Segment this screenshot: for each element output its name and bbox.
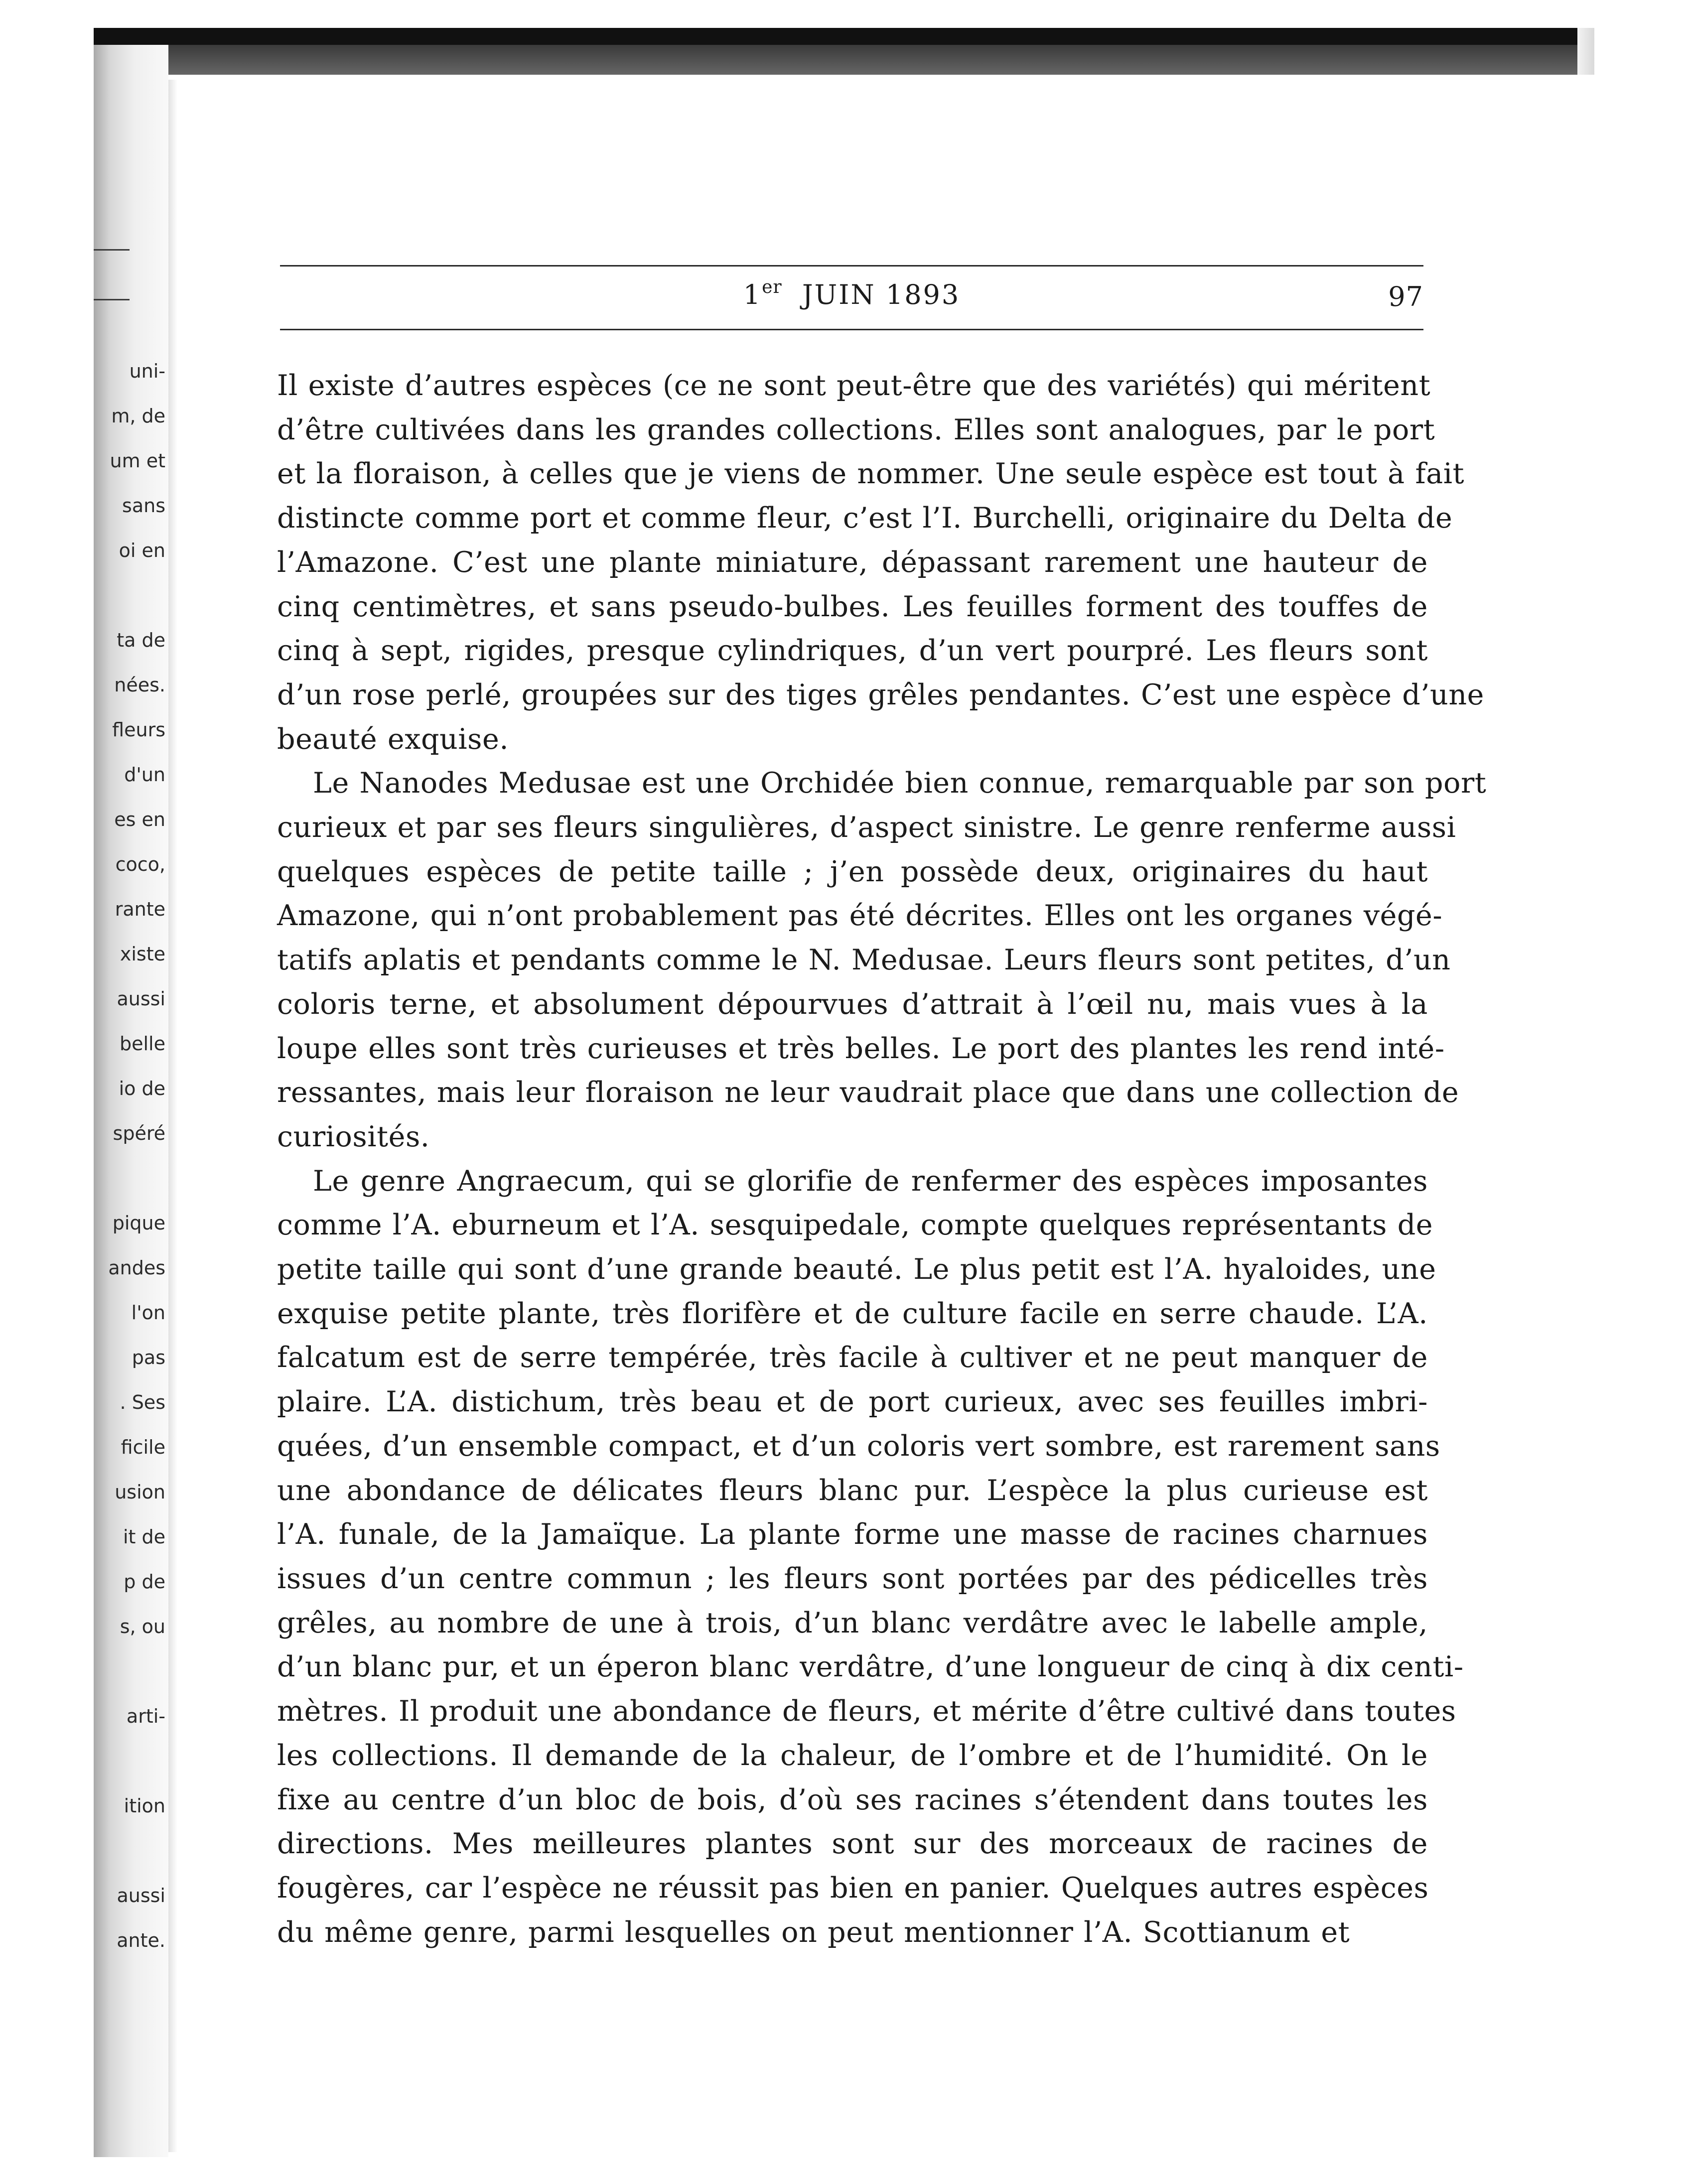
issue-month-year: JUIN 1893 bbox=[802, 279, 961, 310]
text-line: exquise petite plante, très florifère et de culture facile en serre chaude. L’A. bbox=[277, 1297, 1428, 1330]
text-line: cinq centimètres, et sans pseudo-bulbes. Les feuilles forment des touffes de bbox=[277, 590, 1428, 623]
issue-date bbox=[280, 277, 1423, 310]
margin-fragment: uni- bbox=[129, 360, 165, 382]
facing-page-text-fragments bbox=[96, 349, 165, 1951]
issue-day: 1 bbox=[743, 279, 762, 310]
margin-fragment: nées. bbox=[114, 674, 165, 696]
paragraph bbox=[277, 761, 1487, 1159]
text-line: beauté exquise. bbox=[277, 722, 509, 756]
text-line: Amazone, qui n’ont probablement pas été décrites. Elles ont les organes végé- bbox=[277, 899, 1443, 933]
margin-fragment: arti- bbox=[126, 1705, 165, 1727]
text-line: les collections. Il demande de la chaleur, de l’ombre et de l’humidité. On le bbox=[277, 1739, 1428, 1772]
margin-fragment: io de bbox=[119, 1078, 165, 1099]
article-body bbox=[277, 364, 1487, 1954]
margin-fragment: coco, bbox=[115, 853, 165, 875]
text-line: issues d’un centre commun ; les fleurs sont portées par des pédicelles très bbox=[277, 1562, 1428, 1595]
margin-fragment: aussi bbox=[117, 1885, 165, 1907]
margin-fragment bbox=[96, 1739, 165, 1783]
margin-fragment: ante. bbox=[117, 1929, 165, 1951]
margin-fragment: it de bbox=[123, 1526, 165, 1548]
text-line: une abondance de délicates fleurs blanc pur. L’espèce la plus curieuse est bbox=[277, 1474, 1428, 1507]
text-line: curieux et par ses fleurs singulières, d’aspect sinistre. Le genre renferme aussi bbox=[277, 811, 1456, 844]
header-rule-top bbox=[280, 265, 1423, 267]
text-line: d’un rose perlé, groupées sur des tiges grêles pendantes. C’est une espèce d’une bbox=[277, 678, 1484, 711]
text-line: mètres. Il produit une abondance de fleurs, et mérite d’être cultivé dans toutes bbox=[277, 1695, 1456, 1728]
text-line: Il existe d’autres espèces (ce ne sont peut-être que des variétés) qui méritent bbox=[277, 369, 1431, 402]
text-line: falcatum est de serre tempérée, très facile à cultiver et ne peut manquer de bbox=[277, 1341, 1428, 1374]
margin-fragment: aussi bbox=[117, 988, 165, 1010]
margin-fragment bbox=[96, 1828, 165, 1873]
paragraph bbox=[277, 1159, 1464, 1955]
margin-fragment: d'un bbox=[124, 764, 165, 786]
text-line: grêles, au nombre de une à trois, d’un blanc verdâtre avec le labelle ample, bbox=[277, 1606, 1428, 1639]
margin-fragment: ta de bbox=[117, 629, 165, 651]
margin-fragment: usion bbox=[115, 1481, 165, 1503]
text-line: l’Amazone. C’est une plante miniature, dépassant rarement une hauteur de bbox=[277, 546, 1428, 579]
margin-fragment: oi en bbox=[119, 540, 165, 561]
margin-fragment: . Ses bbox=[120, 1391, 165, 1413]
text-line: du même genre, parmi lesquelles on peut mentionner l’A. Scottianum et bbox=[277, 1915, 1350, 1949]
text-line: distincte comme port et comme fleur, c’est l’I. Burchelli, originaire du Delta de bbox=[277, 502, 1453, 535]
text-line: curiosités. bbox=[277, 1120, 430, 1153]
text-line: comme l’A. eburneum et l’A. sesquipedale, compte quelques représentants de bbox=[277, 1209, 1433, 1242]
margin-tick-mark bbox=[94, 299, 130, 300]
running-head bbox=[280, 277, 1423, 317]
margin-fragment bbox=[96, 573, 165, 618]
text-line: fougères, car l’espèce ne réussit pas bien en panier. Quelques autres espèces bbox=[277, 1871, 1429, 1905]
text-line: fixe au centre d’un bloc de bois, d’où ses racines s’étendent dans toutes les bbox=[277, 1783, 1428, 1816]
margin-fragment bbox=[96, 1649, 165, 1694]
margin-fragment: s, ou bbox=[120, 1616, 165, 1638]
margin-fragment: l'on bbox=[131, 1302, 165, 1324]
margin-fragment: sans bbox=[122, 495, 165, 517]
margin-fragment: belle bbox=[120, 1033, 165, 1055]
text-line: plaire. L’A. distichum, très beau et de port curieux, avec ses feuilles imbri- bbox=[277, 1385, 1428, 1419]
text-line: quées, d’un ensemble compact, et d’un coloris vert sombre, est rarement sans bbox=[277, 1429, 1440, 1463]
text-line: directions. Mes meilleures plantes sont sur des morceaux de racines de bbox=[277, 1827, 1428, 1861]
header-rule-bottom bbox=[280, 329, 1423, 330]
text-line: Le genre Angraecum, qui se glorifie de renfermer des espèces imposantes bbox=[313, 1164, 1428, 1198]
text-line: Le Nanodes Medusae est une Orchidée bien connue, remarquable par son port bbox=[313, 767, 1487, 800]
text-line: l’A. funale, de la Jamaïque. La plante forme une masse de racines charnues bbox=[277, 1518, 1428, 1551]
margin-fragment: ition bbox=[124, 1795, 165, 1817]
text-line: ressantes, mais leur floraison ne leur vaudrait place que dans une collection de bbox=[277, 1076, 1459, 1109]
margin-fragment: p de bbox=[124, 1571, 165, 1593]
text-line: petite taille qui sont d’une grande beauté. Le plus petit est l’A. hyaloides, une bbox=[277, 1253, 1436, 1286]
margin-fragment: pas bbox=[132, 1347, 165, 1368]
text-line: d’être cultivées dans les grandes collections. Elles sont analogues, par le port bbox=[277, 413, 1435, 446]
margin-fragment: es en bbox=[114, 809, 165, 830]
paragraph bbox=[277, 364, 1484, 761]
text-line: d’un blanc pur, et un éperon blanc verdâtre, d’une longueur de cinq à dix centi- bbox=[277, 1650, 1464, 1684]
margin-fragment: xiste bbox=[120, 943, 165, 965]
margin-tick-mark bbox=[94, 249, 130, 251]
margin-fragment: pique bbox=[112, 1212, 165, 1234]
margin-fragment: um et bbox=[110, 450, 165, 472]
margin-fragment bbox=[96, 1156, 165, 1201]
text-line: cinq à sept, rigides, presque cylindriques, d’un vert pourpré. Les fleurs sont bbox=[277, 634, 1428, 668]
text-line: loupe elles sont très curieuses et très belles. Le port des plantes les rend inté- bbox=[277, 1032, 1445, 1065]
margin-fragment: rante bbox=[115, 898, 165, 920]
text-line: coloris terne, et absolument dépourvues d’attrait à l’œil nu, mais vues à la bbox=[277, 987, 1428, 1021]
page-number: 97 bbox=[1388, 281, 1423, 312]
left-page-edge bbox=[168, 80, 177, 2152]
margin-fragment: m, de bbox=[111, 405, 165, 427]
margin-fragment: spéré bbox=[113, 1122, 165, 1144]
issue-day-ordinal: er bbox=[762, 277, 782, 297]
margin-fragment: ficile bbox=[121, 1436, 165, 1458]
text-line: quelques espèces de petite taille ; j’en possède deux, originaires du haut bbox=[277, 855, 1428, 888]
text-line: tatifs aplatis et pendants comme le N. Medusae. Leurs fleurs sont petites, d’un bbox=[277, 944, 1451, 977]
margin-fragment: fleurs bbox=[112, 719, 165, 741]
margin-fragment: andes bbox=[108, 1257, 165, 1279]
text-line: et la floraison, à celles que je viens de nommer. Une seule espèce est tout à fait bbox=[277, 457, 1465, 491]
